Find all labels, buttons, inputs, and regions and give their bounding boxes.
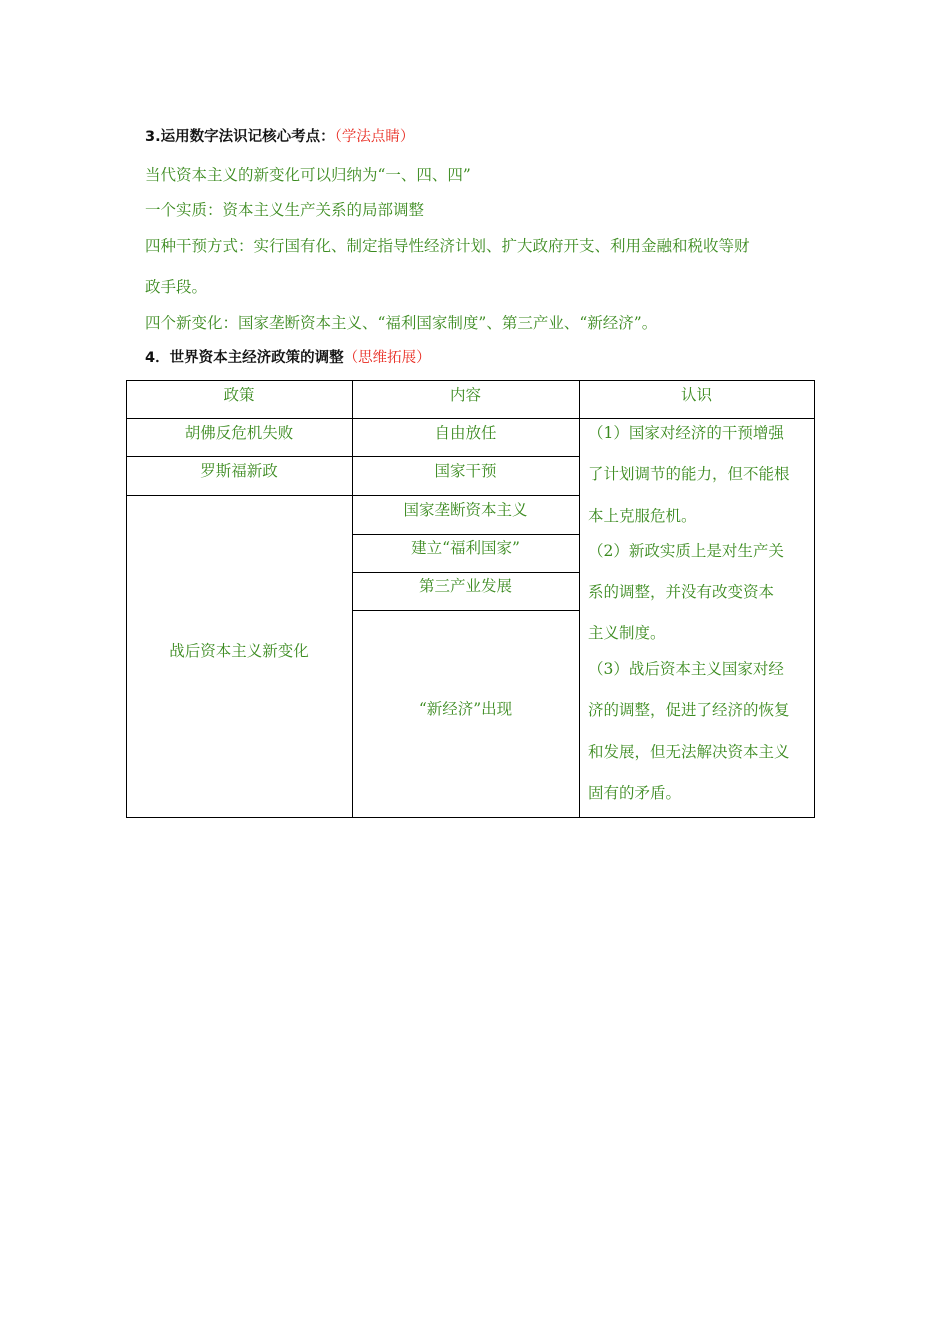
content-tertiary-industry: 第三产业发展	[418, 577, 512, 595]
table-row-divider-2	[126, 495, 580, 496]
section3-line-3: 四种干预方式：实行国有化、制定指导性经济计划、扩大政府开支、利用金融和税收等财	[145, 237, 750, 255]
section3-title: 3.运用数字法识记核心考点：	[145, 129, 335, 145]
header-content: 内容	[449, 386, 481, 404]
content-laissez-faire: 自由放任	[434, 424, 497, 442]
section3-heading	[145, 127, 414, 147]
table-border-left	[126, 380, 127, 818]
table-divider-2	[579, 380, 580, 818]
table-row-divider-4	[352, 572, 580, 573]
policy-roosevelt: 罗斯福新政	[200, 462, 278, 480]
policy-postwar: 战后资本主义新变化	[169, 642, 309, 660]
section4-heading	[145, 348, 431, 368]
note-line-10: 固有的矛盾。	[588, 784, 682, 802]
content-state-monopoly: 国家垄断资本主义	[403, 501, 528, 519]
table-border-top	[126, 380, 815, 381]
table-divider-1	[352, 380, 353, 818]
policy-hoover: 胡佛反危机失败	[184, 424, 294, 442]
header-understanding: 认识	[680, 386, 712, 404]
note-line-1: （1）国家对经济的干预增强	[588, 424, 784, 442]
table-row-divider-3	[352, 534, 580, 535]
note-line-5: 系的调整，并没有改变资本	[588, 583, 775, 601]
table-row-divider-5	[352, 610, 580, 611]
table-border-right	[814, 380, 815, 818]
header-policy: 政策	[223, 386, 255, 404]
section3-line-1: 当代资本主义的新变化可以归纳为“一、四、四”	[145, 166, 471, 184]
section4-title: 4．世界资本主经济政策的调整	[145, 350, 344, 366]
note-line-4: （2）新政实质上是对生产关	[588, 542, 784, 560]
note-line-6: 主义制度。	[588, 624, 666, 642]
section3-line-4: 政手段。	[145, 278, 208, 296]
section3-tag: （学法点睛）	[334, 129, 415, 145]
section3-line-5: 四个新变化：国家垄断资本主义、“福利国家制度”、第三产业、“新经济”。	[145, 314, 658, 332]
table-row-divider-1	[126, 456, 580, 457]
content-new-economy: “新经济”出现	[418, 700, 513, 718]
section4-tag: （思维拓展）	[343, 350, 431, 366]
note-line-3: 本上克服危机。	[588, 507, 697, 525]
note-line-8: 济的调整，促进了经济的恢复	[588, 701, 790, 719]
content-welfare-state: 建立“福利国家”	[411, 539, 520, 557]
table-header-divider	[126, 418, 815, 419]
section3-line-2: 一个实质：资本主义生产关系的局部调整	[145, 201, 425, 219]
table-border-bottom	[126, 817, 815, 818]
note-line-9: 和发展，但无法解决资本主义	[588, 743, 790, 761]
content-state-intervention: 国家干预	[434, 462, 497, 480]
note-line-2: 了计划调节的能力，但不能根	[588, 465, 790, 483]
note-line-7: （3）战后资本主义国家对经	[588, 660, 784, 678]
